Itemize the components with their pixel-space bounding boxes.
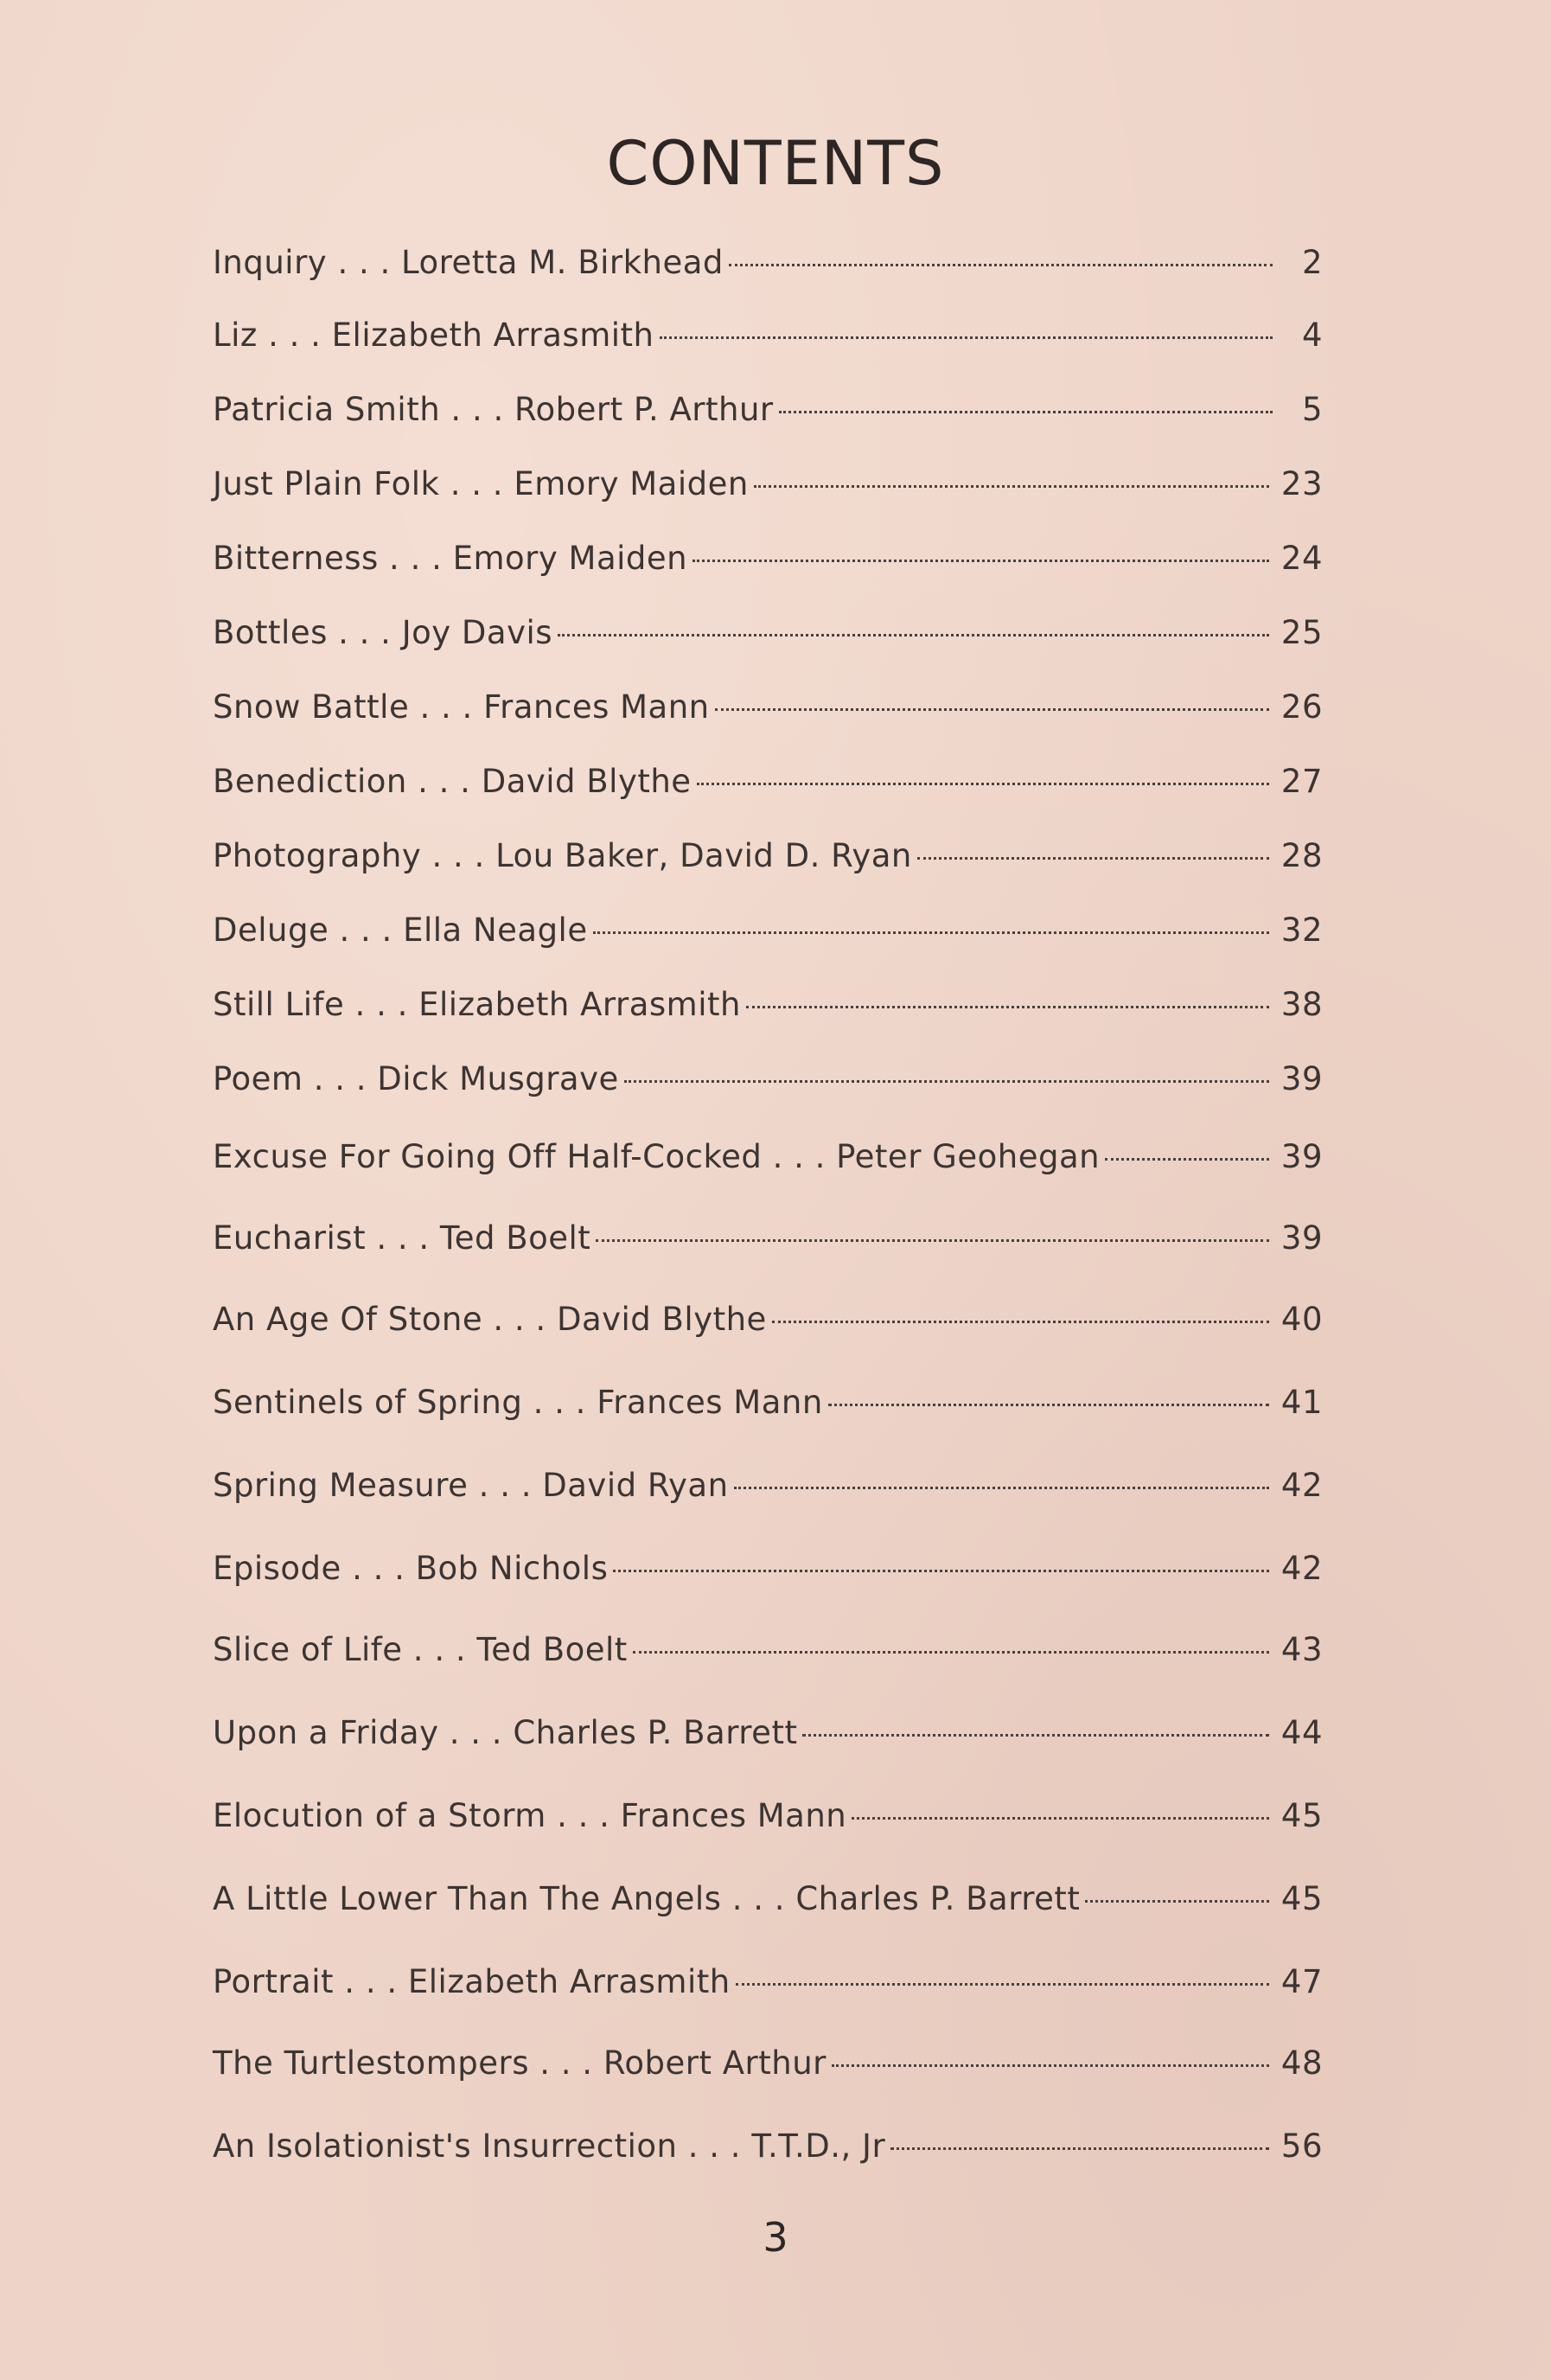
toc-entry-author: T.T.D., Jr xyxy=(751,2127,886,2165)
toc-entry-page: 45 xyxy=(1280,1880,1323,1917)
toc-entry xyxy=(213,1873,1323,1925)
toc-entry-title: The Turtlestompers xyxy=(213,2044,529,2082)
toc-entry-title: Photography xyxy=(213,837,422,874)
toc-entry-title: Portrait xyxy=(213,1963,335,2000)
dot-leader xyxy=(828,1404,1269,1406)
toc-entry-separator: . . . xyxy=(327,244,402,281)
toc-entry xyxy=(213,1053,1323,1105)
dot-leader xyxy=(715,708,1269,711)
toc-entry xyxy=(213,458,1323,510)
toc-entry-author: Frances Mann xyxy=(597,1384,823,1421)
toc-entry-author: Ella Neagle xyxy=(403,912,588,949)
dot-leader xyxy=(558,634,1269,637)
toc-entry-author: Dick Musgrave xyxy=(377,1060,619,1097)
page-title: CONTENTS xyxy=(606,128,945,199)
toc-entry-title: Excuse For Going Off Half-Cocked xyxy=(213,1138,763,1175)
toc-entry-title: Inquiry xyxy=(213,244,328,281)
toc-entry xyxy=(213,310,1323,361)
toc-entry-title: Bottles xyxy=(213,614,328,651)
toc-entry-title: Still Life xyxy=(213,986,345,1023)
toc-entry-title: A Little Lower Than The Angels xyxy=(213,1880,722,1917)
toc-entry-separator: . . . xyxy=(421,837,496,874)
toc-entry-separator: . . . xyxy=(327,614,402,651)
toc-entry-title: Eucharist xyxy=(213,1219,367,1257)
toc-entry-title: Snow Battle xyxy=(213,688,410,726)
toc-entry-separator: . . . xyxy=(334,1963,408,2000)
toc-entry-title: Elocution of a Storm xyxy=(213,1797,546,1834)
toc-entry-separator: . . . xyxy=(546,1797,621,1834)
toc-entry-separator: . . . xyxy=(677,2127,752,2165)
toc-entry-author: Peter Geohegan xyxy=(836,1138,1101,1175)
toc-entry-page: 42 xyxy=(1280,1467,1323,1504)
toc-entry-author: Ted Boelt xyxy=(439,1219,591,1257)
toc-entry-separator: . . . xyxy=(528,2044,603,2082)
toc-entry-page: 40 xyxy=(1280,1301,1323,1338)
toc-entry-page: 39 xyxy=(1280,1138,1323,1175)
toc-entry xyxy=(213,756,1323,808)
toc-entry xyxy=(213,1707,1323,1759)
toc-entry-separator: . . . xyxy=(721,1880,796,1917)
toc-entry xyxy=(213,2038,1323,2089)
dot-leader xyxy=(1105,1158,1269,1161)
toc-entry xyxy=(213,237,1323,289)
toc-entry-page: 42 xyxy=(1280,1550,1323,1587)
dot-leader xyxy=(746,1006,1269,1008)
toc-entry-title: Spring Measure xyxy=(213,1467,469,1504)
toc-entry xyxy=(213,1131,1323,1183)
toc-entry-title: Bitterness xyxy=(213,540,379,577)
toc-entry-author: Loretta M. Birkhead xyxy=(401,244,724,281)
toc-entry-title: An Isolationist's Insurrection xyxy=(213,2127,678,2165)
toc-entry-page: 47 xyxy=(1280,1963,1323,2000)
dot-leader xyxy=(697,783,1269,785)
toc-entry-page: 44 xyxy=(1280,1714,1323,1751)
dot-leader xyxy=(852,1817,1269,1820)
toc-entry-separator: . . . xyxy=(439,465,514,502)
toc-entry-author: Emory Maiden xyxy=(514,465,749,502)
toc-entry-author: Robert Arthur xyxy=(603,2044,827,2082)
dot-leader xyxy=(613,1570,1269,1572)
dot-leader xyxy=(593,931,1269,934)
toc-entry-separator: . . . xyxy=(440,391,514,428)
dot-leader xyxy=(693,560,1269,562)
toc-entry xyxy=(213,1956,1323,2008)
toc-entry-page: 28 xyxy=(1280,837,1323,874)
dot-leader xyxy=(1085,1900,1268,1903)
toc-entry xyxy=(213,681,1323,733)
toc-entry-author: Frances Mann xyxy=(620,1797,847,1834)
toc-entry xyxy=(213,1377,1323,1429)
toc-entry xyxy=(213,607,1323,659)
dot-leader xyxy=(890,2147,1269,2150)
dot-leader xyxy=(633,1651,1269,1654)
toc-entry-author: Frances Mann xyxy=(483,688,710,726)
toc-entry-title: Slice of Life xyxy=(213,1631,403,1668)
toc-entry xyxy=(213,533,1323,585)
toc-entry-page: 23 xyxy=(1280,465,1323,502)
toc-entry-separator: . . . xyxy=(468,1467,543,1504)
toc-entry-author: David Ryan xyxy=(542,1467,729,1504)
toc-entry-author: Robert P. Arthur xyxy=(514,391,774,428)
toc-entry-title: Benediction xyxy=(213,763,407,800)
toc-entry-separator: . . . xyxy=(522,1384,597,1421)
toc-entry-page: 26 xyxy=(1280,688,1323,726)
toc-entry-page: 24 xyxy=(1280,540,1323,577)
toc-entry-page: 48 xyxy=(1280,2044,1323,2082)
toc-entry-page: 41 xyxy=(1280,1384,1323,1421)
toc-entry-page: 56 xyxy=(1280,2127,1323,2165)
toc-entry xyxy=(213,1460,1323,1512)
toc-entry-separator: . . . xyxy=(303,1060,378,1097)
toc-entry-author: David Blythe xyxy=(481,763,692,800)
toc-entry xyxy=(213,1790,1323,1842)
toc-entry xyxy=(213,905,1323,956)
toc-entry-separator: . . . xyxy=(438,1714,514,1751)
toc-entry-author: David Blythe xyxy=(556,1301,767,1338)
toc-entry xyxy=(213,1212,1323,1264)
toc-entry-author: Elizabeth Arrasmith xyxy=(331,317,654,354)
toc-entry-author: Ted Boelt xyxy=(476,1631,628,1668)
toc-entry-title: Upon a Friday xyxy=(213,1714,439,1751)
dot-leader xyxy=(772,1321,1269,1323)
toc-entry xyxy=(213,1543,1323,1595)
dot-leader xyxy=(660,336,1273,339)
toc-entry-page: 43 xyxy=(1280,1631,1323,1668)
toc-entry-page: 39 xyxy=(1280,1060,1323,1097)
toc-entry-title: Deluge xyxy=(213,912,329,949)
toc-entry-separator: . . . xyxy=(402,1631,477,1668)
dot-leader xyxy=(729,264,1273,266)
toc-entry xyxy=(213,1294,1323,1346)
toc-entry-page: 38 xyxy=(1280,986,1323,1023)
toc-entry-page: 2 xyxy=(1301,244,1323,281)
toc-entry-separator: . . . xyxy=(366,1219,440,1257)
toc-entry-separator: . . . xyxy=(406,763,482,800)
toc-entry-author: Charles P. Barrett xyxy=(795,1880,1081,1917)
toc-entry-separator: . . . xyxy=(762,1138,837,1175)
toc-entry-page: 4 xyxy=(1301,317,1323,354)
dot-leader xyxy=(802,1734,1268,1737)
toc-entry-page: 5 xyxy=(1301,391,1323,428)
toc-entry-title: An Age Of Stone xyxy=(213,1301,483,1338)
dot-leader xyxy=(734,1487,1269,1489)
toc-entry-separator: . . . xyxy=(344,986,419,1023)
toc-entry-separator: . . . xyxy=(329,912,404,949)
page-number: 3 xyxy=(763,2214,788,2261)
toc-entry-separator: . . . xyxy=(482,1301,557,1338)
toc-entry-title: Episode xyxy=(213,1550,341,1587)
dot-leader xyxy=(832,2064,1269,2067)
toc-entry-author: Lou Baker, David D. Ryan xyxy=(495,837,912,874)
dot-leader xyxy=(917,857,1269,860)
dot-leader xyxy=(596,1239,1269,1242)
toc-entry-title: Liz xyxy=(213,317,258,354)
toc-entry-author: Elizabeth Arrasmith xyxy=(407,1963,731,2000)
toc-entry-author: Elizabeth Arrasmith xyxy=(418,986,741,1023)
toc-entry-separator: . . . xyxy=(257,317,332,354)
toc-entry xyxy=(213,2121,1323,2172)
toc-entry xyxy=(213,830,1323,882)
toc-entry-separator: . . . xyxy=(341,1550,416,1587)
toc-entry xyxy=(213,979,1323,1031)
toc-entry-separator: . . . xyxy=(409,688,484,726)
toc-entry xyxy=(213,1624,1323,1676)
toc-entry-page: 32 xyxy=(1280,912,1323,949)
toc-entry-page: 45 xyxy=(1280,1797,1323,1834)
dot-leader xyxy=(736,1983,1269,1986)
toc-entry-page: 27 xyxy=(1280,763,1323,800)
toc-entry-author: Charles P. Barrett xyxy=(513,1714,798,1751)
toc-entry xyxy=(213,384,1323,436)
dot-leader xyxy=(754,485,1269,488)
toc-entry-title: Patricia Smith xyxy=(213,391,441,428)
toc-entry-author: Joy Davis xyxy=(401,614,553,651)
toc-entry-page: 39 xyxy=(1280,1219,1323,1257)
toc-entry-title: Sentinels of Spring xyxy=(213,1384,523,1421)
toc-entry-title: Just Plain Folk xyxy=(213,465,440,502)
toc-entry-title: Poem xyxy=(213,1060,303,1097)
toc-entry-page: 25 xyxy=(1280,614,1323,651)
dot-leader xyxy=(624,1080,1269,1083)
toc-entry-author: Bob Nichols xyxy=(415,1550,609,1587)
toc-entry-separator: . . . xyxy=(378,540,453,577)
dot-leader xyxy=(779,411,1273,413)
toc-entry-author: Emory Maiden xyxy=(452,540,688,577)
